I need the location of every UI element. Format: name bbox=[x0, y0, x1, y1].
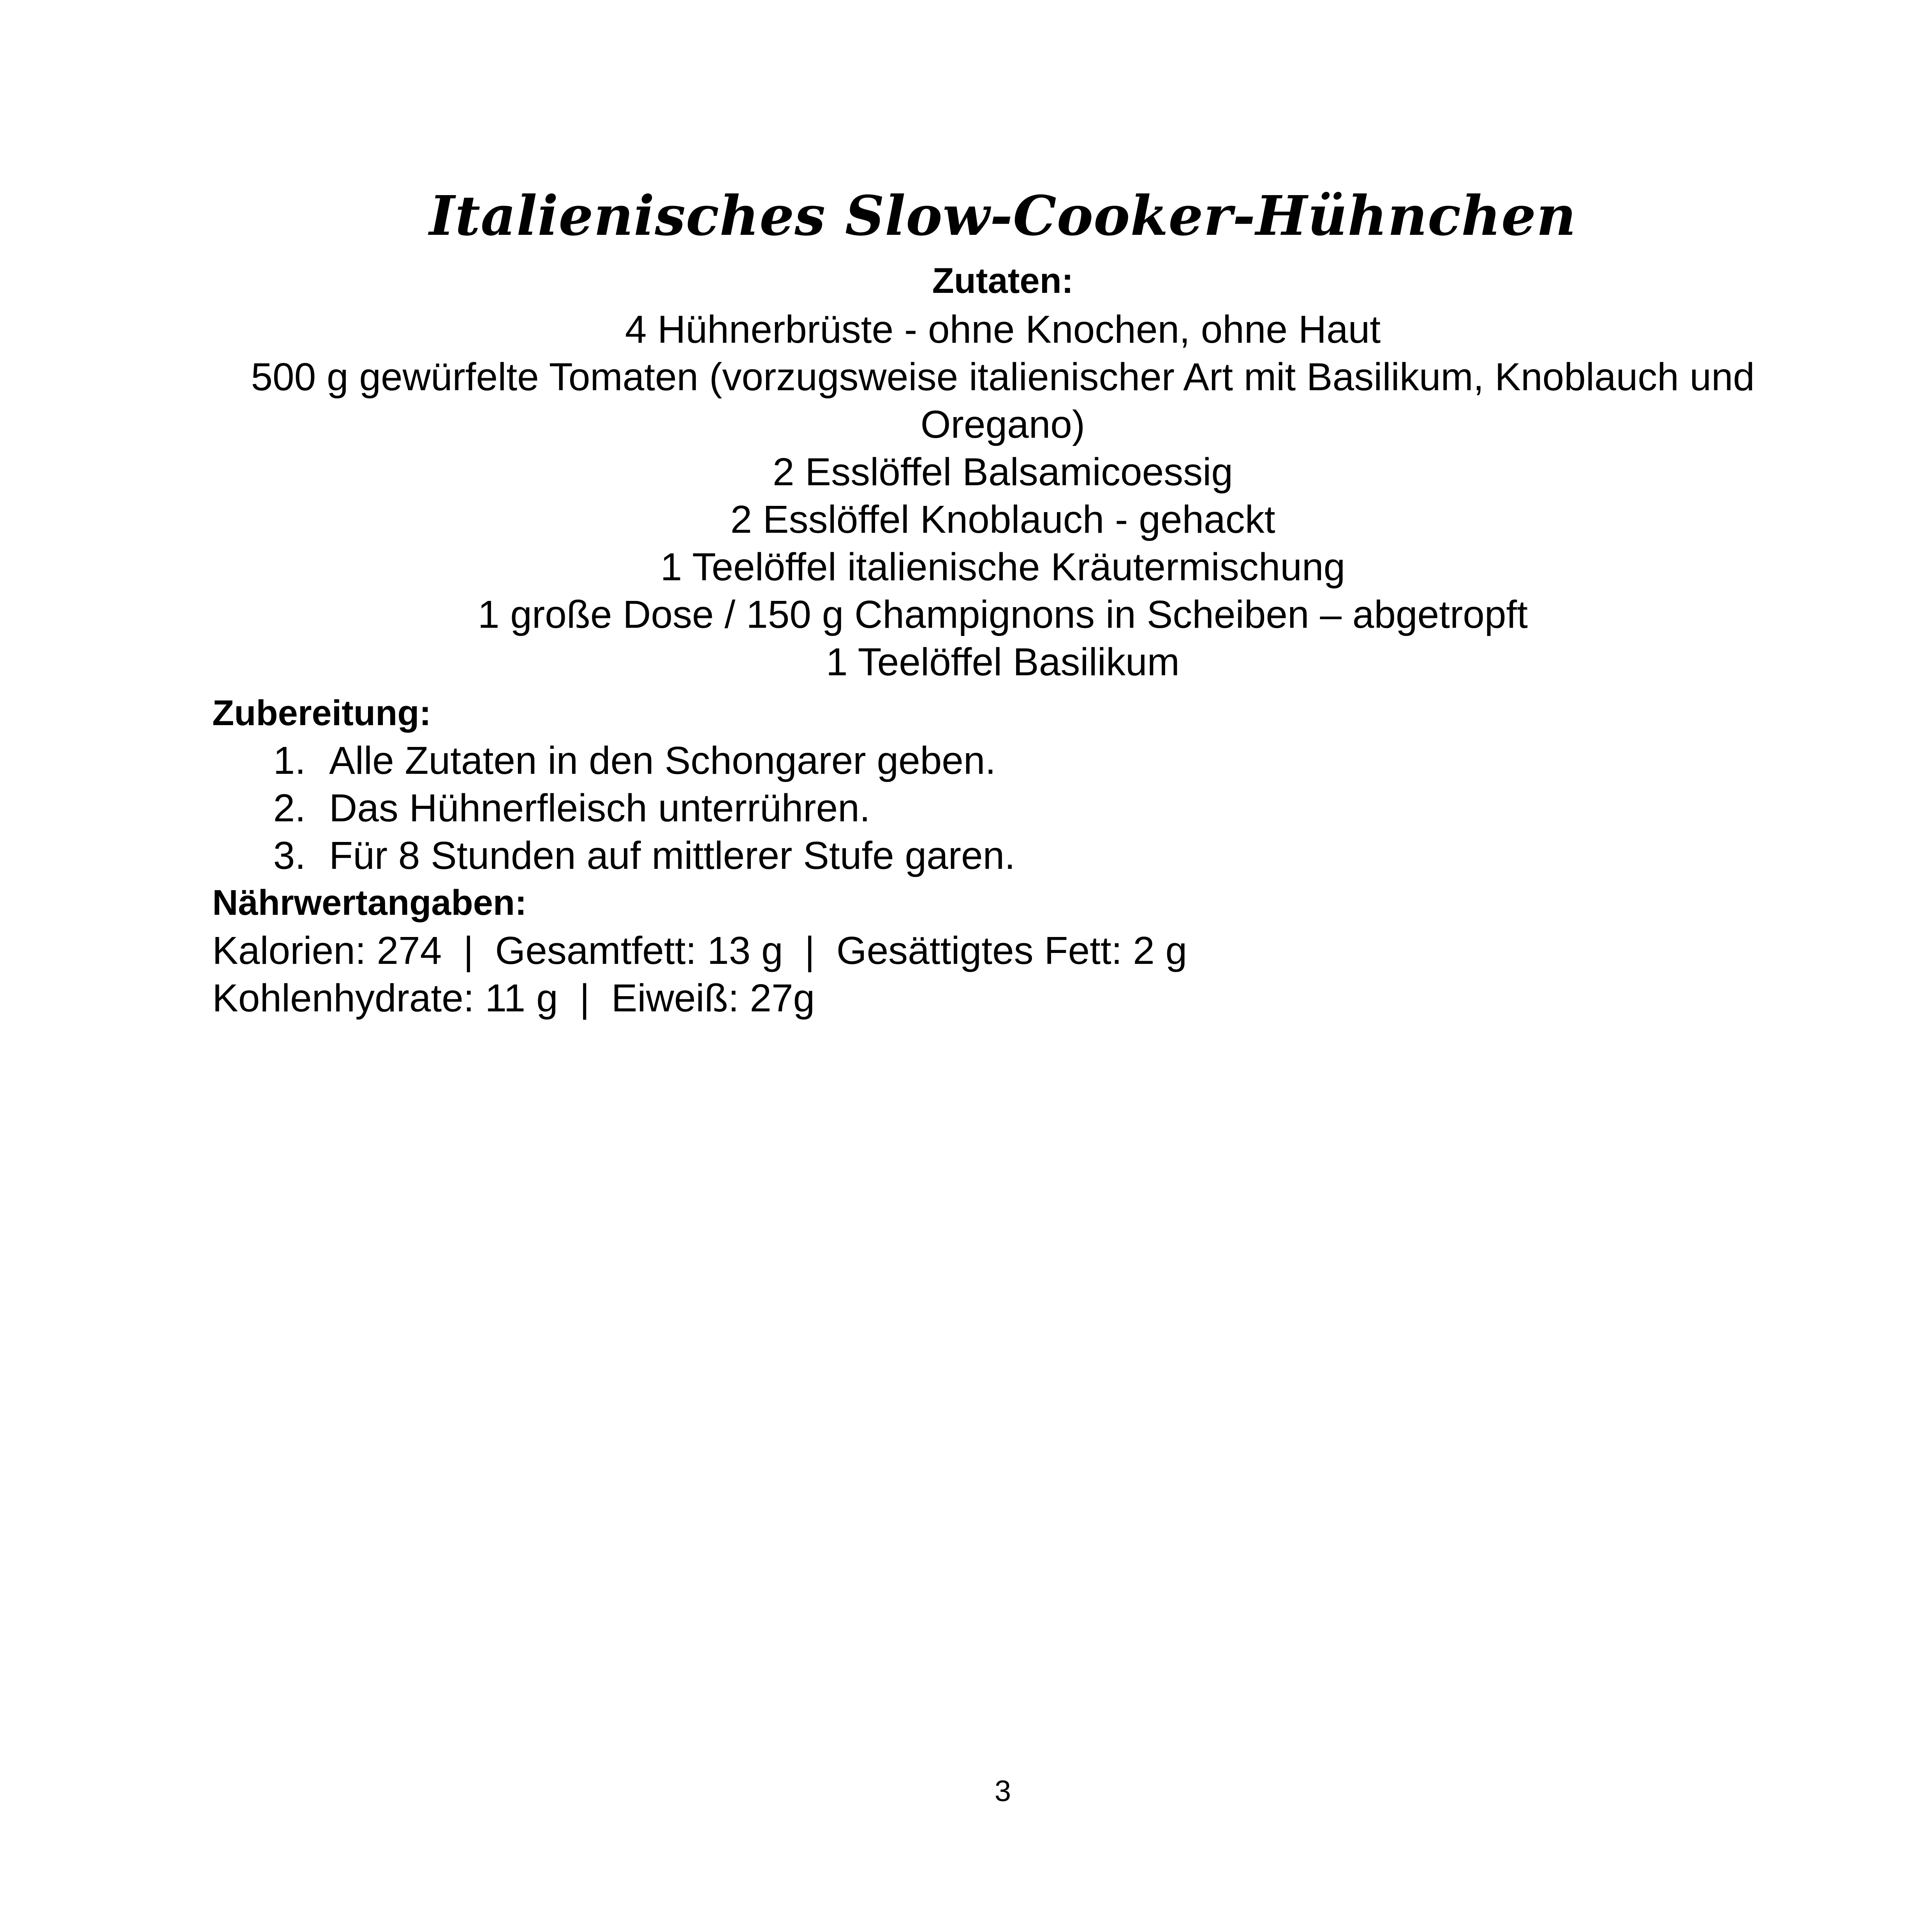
step-text: Alle Zutaten in den Schongarer geben. bbox=[329, 739, 996, 782]
step-number: 2. bbox=[273, 786, 306, 830]
ingredient-item: 1 Teelöffel Basilikum bbox=[826, 640, 1180, 684]
preparation-steps bbox=[212, 737, 1015, 879]
step-item bbox=[212, 737, 1015, 784]
nutrition-facts bbox=[212, 927, 1187, 1022]
ingredient-item: 1 große Dose / 150 g Champignons in Scheiben – abgetropft bbox=[477, 593, 1528, 636]
nutrition-heading: Nährwertangaben: bbox=[212, 883, 527, 923]
ingredients-list bbox=[234, 306, 1772, 686]
recipe-title: Italienisches Slow-Cooker-Hühnchen bbox=[429, 184, 1576, 248]
step-item bbox=[212, 784, 1015, 832]
nutrition-line: Kohlenhydrate: 11 g | Eiweiß: 27g bbox=[212, 976, 815, 1020]
step-text: Für 8 Stunden auf mittlerer Stufe garen. bbox=[329, 834, 1016, 877]
step-text: Das Hühnerfleisch unterrühren. bbox=[329, 786, 870, 830]
page-number: 3 bbox=[994, 1775, 1011, 1808]
ingredients-heading: Zutaten: bbox=[932, 261, 1074, 301]
ingredient-item: 4 Hühnerbrüste - ohne Knochen, ohne Haut bbox=[625, 308, 1381, 351]
ingredient-item: 1 Teelöffel italienische Kräutermischung bbox=[660, 545, 1346, 589]
preparation-heading: Zubereitung: bbox=[212, 693, 431, 733]
step-number: 1. bbox=[273, 739, 306, 782]
ingredient-item: 2 Esslöffel Knoblauch - gehackt bbox=[730, 498, 1275, 541]
ingredient-item: 2 Esslöffel Balsamicoessig bbox=[772, 450, 1233, 494]
step-number: 3. bbox=[273, 834, 306, 877]
ingredient-item: 500 g gewürfelte Tomaten (vorzugsweise italienischer Art mit Basilikum, Knoblauch und Oregano) bbox=[251, 355, 1755, 446]
step-item bbox=[212, 832, 1015, 879]
nutrition-line: Kalorien: 274 | Gesamtfett: 13 g | Gesättigtes Fett: 2 g bbox=[212, 929, 1187, 972]
